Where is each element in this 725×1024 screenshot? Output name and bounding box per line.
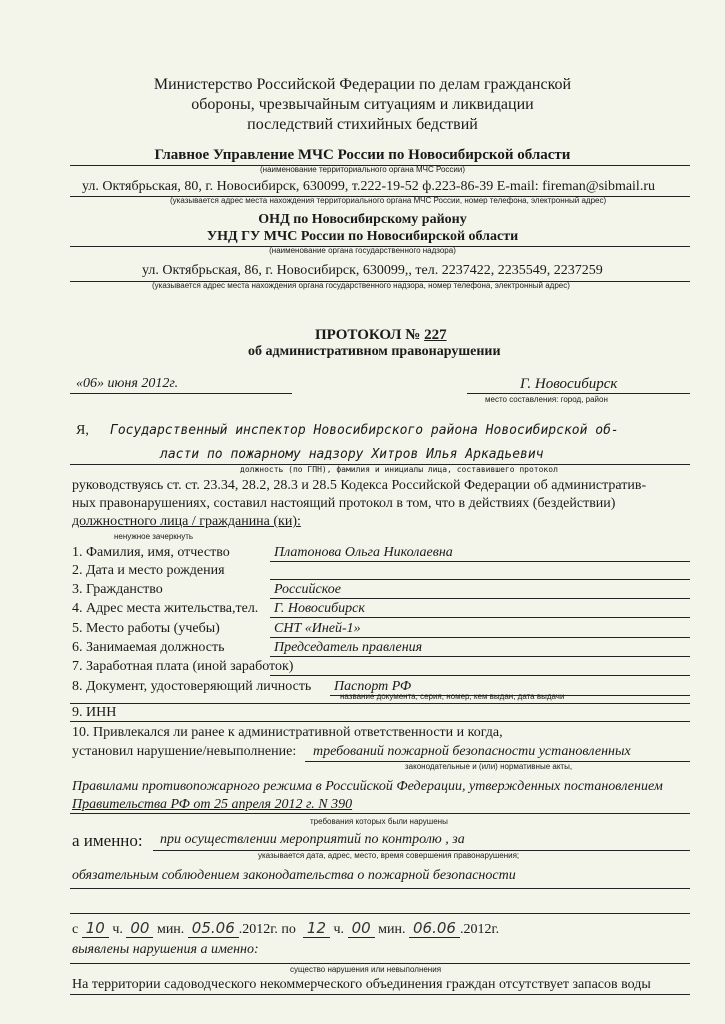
caption: (наименование органа государственного надзора) bbox=[269, 246, 456, 255]
acts-line: Правительства РФ от 25 апреля 2012 г. N 390 bbox=[72, 797, 353, 812]
found-label: выявлены нарушения а именно: bbox=[72, 942, 259, 957]
ministry-line: Министерство Российской Федерации по делам гражданской bbox=[153, 76, 572, 93]
protocol-subtitle: об административном правонарушении bbox=[248, 344, 501, 359]
field-value: Г. Новосибирск bbox=[274, 601, 365, 616]
caption: требования которых были нарушены bbox=[310, 817, 448, 826]
field-value: Платонова Ольга Николаевна bbox=[274, 545, 453, 560]
start-hour: 10 bbox=[82, 919, 109, 938]
field-underline bbox=[270, 617, 690, 618]
violation-value: требований пожарной безопасности установленных bbox=[313, 744, 631, 759]
divider bbox=[467, 393, 690, 394]
text: мин. bbox=[156, 922, 185, 937]
field-underline bbox=[270, 579, 690, 580]
caption: существо нарушения или невыполнения bbox=[290, 965, 442, 974]
field-underline bbox=[270, 598, 690, 599]
namely-value: при осуществлении мероприятий по контролю , за bbox=[160, 832, 465, 847]
preamble-line: ных правонарушениях, составил настоящий протокол в том, что в действиях (бездействии) bbox=[72, 496, 616, 511]
field-label: 2. Дата и место рождения bbox=[72, 563, 225, 578]
main-address: ул. Октябрьская, 80, г. Новосибирск, 630099, т.222-19-52 ф.223-86-39 E-mail: fireman@sibmail.ru bbox=[82, 179, 655, 194]
question-10: 10. Привлекался ли ранее к административной ответственности и когда, bbox=[72, 725, 503, 740]
field-label: 4. Адрес места жительства,тел. bbox=[72, 601, 259, 616]
violation-label: установил нарушение/невыполнение: bbox=[72, 744, 297, 759]
namely-label: а именно: bbox=[72, 831, 143, 850]
namely-continuation: обязательным соблюдением законодательства о пожарной безопасности bbox=[72, 868, 516, 883]
protocol-date: «06» июня 2012г. bbox=[76, 376, 179, 391]
caption: (указывается адрес места нахождения территориального органа МЧС России, номер телефона, электронный адрес) bbox=[170, 196, 607, 205]
protocol-number: 227 bbox=[424, 327, 447, 343]
text: по bbox=[281, 922, 296, 937]
caption: (указывается адрес места нахождения органа государственного надзора, номер телефона, электронный адрес) bbox=[152, 281, 570, 290]
field-underline bbox=[270, 675, 690, 676]
field-value: СНТ «Иней-1» bbox=[274, 621, 361, 636]
divider bbox=[70, 393, 292, 394]
supervision-name: ОНД по Новосибирскому району bbox=[258, 212, 467, 227]
start-date: 05.06 bbox=[188, 919, 239, 938]
end-date: 06.06 bbox=[409, 919, 460, 938]
caption: указывается дата, адрес, место, время совершения правонарушения; bbox=[258, 851, 520, 860]
protocol-title bbox=[315, 328, 447, 343]
field-value: Паспорт РФ bbox=[334, 679, 412, 694]
text: .2012г. bbox=[238, 922, 278, 937]
text: с bbox=[72, 922, 79, 937]
divider bbox=[70, 963, 690, 964]
found-text: На территории садоводческого некоммерческого объединения граждан отсутствует запасов воды bbox=[72, 977, 651, 992]
protocol-prefix: ПРОТОКОЛ № bbox=[315, 327, 421, 343]
caption: (наименование территориального органа МЧС России) bbox=[259, 165, 465, 174]
violation-period bbox=[72, 921, 499, 937]
field-label: 8. Документ, удостоверяющий личность bbox=[72, 679, 312, 694]
protocol-place: Г. Новосибирск bbox=[520, 376, 618, 392]
inspector-line: ласти по пожарному надзору Хитров Илья Аркадьевич bbox=[160, 447, 544, 462]
preamble-line: должностного лица / гражданина (ки): bbox=[72, 514, 301, 529]
text: ч. bbox=[333, 922, 345, 937]
supervision-address: ул. Октябрьская, 86, г. Новосибирск, 630099,, тел. 2237422, 2235549, 2237259 bbox=[142, 263, 603, 278]
text: ч. bbox=[112, 922, 123, 937]
field-underline bbox=[270, 637, 690, 638]
field-label: 6. Занимаемая должность bbox=[72, 640, 225, 655]
supervision-name: УНД ГУ МЧС России по Новосибирской области bbox=[206, 229, 519, 244]
field-label: 5. Место работы (учебы) bbox=[72, 621, 220, 636]
strike-note: ненужное зачеркнуть bbox=[114, 532, 194, 541]
end-minute: 00 bbox=[348, 919, 375, 938]
end-hour: 12 bbox=[303, 919, 330, 938]
caption: законодательные и (или) нормативные акты, bbox=[405, 762, 573, 771]
ministry-line: последствий стихийных бедствий bbox=[247, 116, 478, 133]
field-label: 7. Заработная плата (иной заработок) bbox=[72, 659, 294, 674]
acts-line: Правилами противопожарного режима в Российской Федерации, утвержденных постановлением bbox=[72, 779, 663, 794]
field-label: 3. Гражданство bbox=[72, 582, 163, 597]
divider bbox=[70, 721, 690, 722]
ministry-line: обороны, чрезвычайным ситуациям и ликвидации bbox=[191, 96, 534, 113]
divider bbox=[70, 813, 690, 814]
text: .2012г. bbox=[459, 922, 500, 937]
inn-label: 9. ИНН bbox=[72, 705, 117, 720]
inspector-prefix: Я, bbox=[76, 423, 89, 438]
caption: должность (по ГПН), фамилия и инициалы лица, составившего протокол bbox=[240, 465, 558, 474]
start-minute: 00 bbox=[126, 919, 153, 938]
main-office: Главное Управление МЧС России по Новосибирской области bbox=[154, 147, 571, 163]
caption: название документа, серия, номер, кем выдан, дата выдачи bbox=[340, 692, 565, 701]
field-underline bbox=[270, 561, 690, 562]
field-label: 1. Фамилия, имя, отчество bbox=[72, 545, 230, 560]
text: мин. bbox=[378, 922, 406, 937]
field-value: Председатель правления bbox=[274, 640, 423, 655]
preamble-line: руководствуясь ст. ст. 23.34, 28.2, 28.3 и 28.5 Кодекса Российской Федерации об административ- bbox=[72, 478, 647, 493]
field-underline bbox=[270, 656, 690, 657]
divider bbox=[70, 913, 690, 914]
inspector-line: Государственный инспектор Новосибирского района Новосибирской об- bbox=[110, 423, 619, 438]
divider bbox=[70, 994, 690, 995]
divider bbox=[70, 703, 690, 704]
caption: место составления: город, район bbox=[485, 395, 608, 404]
divider bbox=[70, 888, 690, 889]
field-value: Российское bbox=[274, 582, 341, 597]
